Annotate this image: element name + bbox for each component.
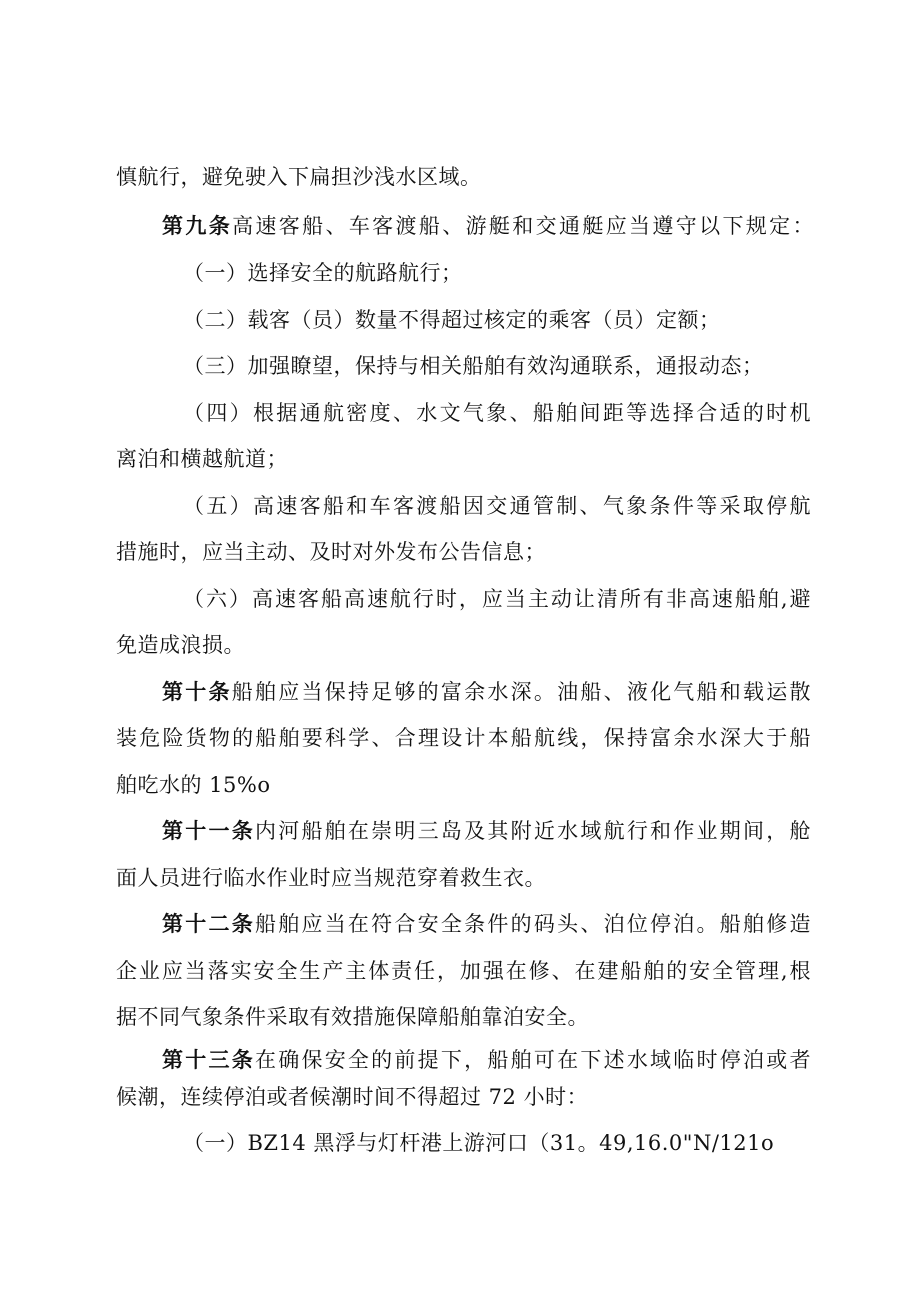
article-number: 第十条 <box>162 679 232 704</box>
list-item-5-line-2 <box>116 538 546 566</box>
list-item-4-line-1 <box>183 399 811 427</box>
article-12-line-2 <box>116 957 811 985</box>
article-12-line-3 <box>116 1003 589 1031</box>
article-number: 第十二条 <box>162 911 255 936</box>
line-text: 措施时，应当主动、及时对外发布公告信息； <box>116 540 546 564</box>
list-item-4-line-2 <box>116 445 288 473</box>
line-text: 装危险货物的船舶要科学、合理设计本船航线，保持富余水深大于船 <box>116 726 811 750</box>
line-text: 舶吃水的 15%o <box>116 773 271 797</box>
article-13-list-item-1 <box>183 1129 774 1157</box>
line-text: 据不同气象条件采取有效措施保障船舶靠泊安全。 <box>116 1005 589 1029</box>
article-10-heading-line <box>162 678 811 706</box>
article-10-line-3 <box>116 771 271 799</box>
list-item-1 <box>183 259 463 287</box>
line-text: （一）选择安全的航路航行； <box>183 261 463 285</box>
article-12-heading-line <box>162 910 811 938</box>
line-text: 离泊和横越航道； <box>116 447 288 471</box>
article-number: 第十一条 <box>162 818 255 843</box>
line-text: （三）加强瞭望，保持与相关船舶有效沟通联系，通报动态； <box>183 354 764 378</box>
article-13-heading-line <box>162 1046 811 1074</box>
line-text: 船舶应当在符合安全条件的码头、泊位停泊。船舶修造 <box>254 912 812 936</box>
article-11-heading-line <box>162 817 811 845</box>
article-11-line-2 <box>116 864 546 892</box>
line-text: （一）BZ14 黑浮与灯杆港上游河口（31。49,16.0"N/121o <box>183 1131 775 1155</box>
line-text: （五）高速客船和车客渡船因交通管制、气象条件等采取停航 <box>183 494 811 518</box>
line-text: 船舶应当保持足够的富余水深。油船、液化气船和载运散 <box>231 680 812 704</box>
line-text: 候潮，连续停泊或者候潮时间不得超过 72 小时： <box>116 1085 589 1109</box>
line-text: 高速客船、车客渡船、游艇和交通艇应当遵守以下规定： <box>232 214 815 238</box>
article-9-heading-line <box>162 212 814 240</box>
line-text: 内河船舶在崇明三岛及其附近水域航行和作业期间，舱 <box>254 819 812 843</box>
list-item-6-line-1 <box>183 585 811 613</box>
list-item-6-line-2 <box>116 631 245 659</box>
line-text: 免造成浪损。 <box>116 633 245 657</box>
line-text: （四）根据通航密度、水文气象、船舶间距等选择合适的时机 <box>183 401 811 425</box>
article-number: 第十三条 <box>162 1047 255 1072</box>
list-item-2 <box>183 306 721 334</box>
line-text: 企业应当落实安全生产主体责任，加强在修、在建船舶的安全管理,根 <box>116 959 811 983</box>
line-text: （六）高速客船高速航行时，应当主动让清所有非高速船舶,避 <box>183 587 811 611</box>
paragraph-line-1 <box>116 163 482 191</box>
article-number: 第九条 <box>162 213 233 238</box>
line-text: 在确保安全的前提下，船舶可在下述水域临时停泊或者 <box>254 1048 812 1072</box>
list-item-5-line-1 <box>183 492 811 520</box>
article-10-line-2 <box>116 724 811 752</box>
line-text: 慎航行，避免驶入下扁担沙浅水区域。 <box>116 165 482 189</box>
list-item-3 <box>183 352 764 380</box>
line-text: 面人员进行临水作业时应当规范穿着救生衣。 <box>116 866 546 890</box>
line-text: （二）载客（员）数量不得超过核定的乘客（员）定额； <box>183 308 721 332</box>
article-13-line-2 <box>116 1083 588 1111</box>
